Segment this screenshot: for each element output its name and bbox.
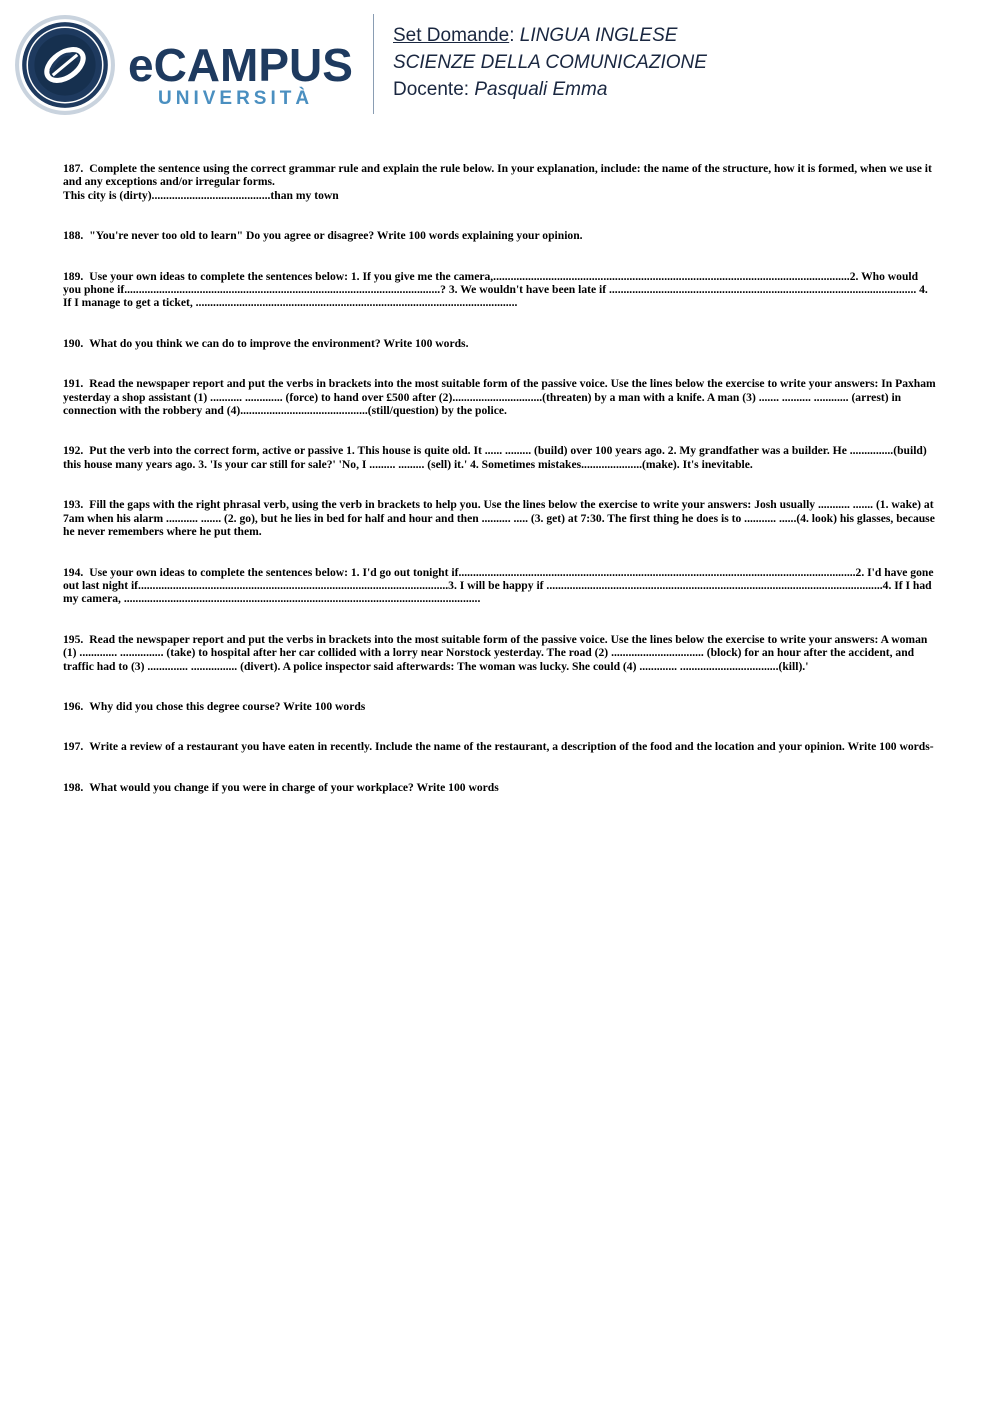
ecampus-logo (128, 38, 358, 118)
course-line (393, 49, 707, 76)
question-193: 193. Fill the gaps with the right phrasal verb, using the verb in brackets to help you. Use the lines below the exercise to write your answers: Josh usually ........... ....... (1. wake) at 7am when his alarm ........... ....... (2. go), but he lies in bed for half and hour and then .......... ..... (3. get) at 7:30. The first thing he does is to ........... ......(4. look) his glasses, because he never remembers where he put them. (63, 498, 935, 539)
teacher-label: Docente: (393, 79, 470, 100)
header-info (393, 22, 707, 103)
question-198: 198. What would you change if you were in charge of your workplace? Write 100 words (63, 780, 499, 794)
question-194: 194. Use your own ideas to complete the sentences below: 1. I'd go out tonight if.........................................................................................................................................2. I'd have gone out last night if...........................................................................................................3. I will be happy if ....................................................................................................................4. If I had my camera, ........................................................................................................................... (63, 565, 934, 606)
logo-subtext: UNIVERSITÀ (158, 88, 314, 109)
question-197: 197. Write a review of a restaurant you have eaten in recently. Include the name of the restaurant, a description of the food and the location and your opinion. Write 100 words- (63, 740, 934, 754)
logo-wordmark: eCAMPUS (128, 39, 353, 91)
question-190: 190. What do you think we can do to improve the environment? Write 100 words. (63, 336, 469, 350)
teacher-name: Pasquali Emma (474, 79, 608, 100)
course-name: SCIENZE DELLA COMUNICAZIONE (393, 52, 707, 73)
question-list (63, 162, 938, 794)
set-line (393, 22, 707, 49)
question-187-sentence: This city is (dirty).........................................than my town (63, 188, 339, 202)
question-191: 191. Read the newspaper report and put the verbs in brackets into the most suitable form of the passive voice. Use the lines below the exercise to write your answers: In Paxham yesterday a shop assistant (1) ........... ............. (force) to hand over £500 after (2)...............................(threaten) by a man with a knife. A man (3) ....... .......... ............ (arrest) in connection with the robbery and (4)............................................(still/question) by the police. (63, 377, 936, 418)
question-195: 195. Read the newspaper report and put the verbs in brackets into the most suitable form of the passive voice. Use the lines below the exercise to write your answers: A woman (1) ............. ............... (take) to hospital after her car collided with a lorry near Norstock yesterday. The road (2) ................................ (block) for an hour after the accident, and traffic had to (3) .............. ................ (divert). A police inspector said afterwards: The woman was lucky. She could (4) ............. ..................................(kill).' (63, 632, 928, 673)
university-seal-icon (14, 14, 116, 116)
question-192: 192. Put the verb into the correct form, active or passive 1. This house is quite old. It ...... ......... (build) over 100 years ago. 2. My grandfather was a builder. He ...............(build) this house many years ago. 3. 'Is your car still for sale?' 'No, I ......... ......... (sell) it.' 4. Sometimes mistakes.....................(make). It's inevitable. (63, 444, 927, 471)
header-divider (373, 14, 374, 114)
question-187: 187. Complete the sentence using the correct grammar rule and explain the rule below. In your explanation, include: the name of the structure, how it is formed, when we use it and any exceptions and/or irregular forms. This city is (dirty).........................................than my town (63, 162, 932, 202)
page-header (0, 0, 1000, 130)
teacher-line (393, 76, 707, 103)
question-188: 188. "You're never too old to learn" Do you agree or disagree? Write 100 words explaining your opinion. (63, 229, 583, 243)
set-label: Set Domande (393, 25, 510, 46)
set-value: LINGUA INGLESE (519, 25, 678, 46)
question-189: 189. Use your own ideas to complete the sentences below: 1. If you give me the camera,...........................................................................................................................2. Who would you phone if.............................................................................................................? 3. We wouldn't have been late if .......................................................................................................... 4. If I manage to get a ticket, ............................................................................................................... (63, 269, 928, 310)
question-196: 196. Why did you chose this degree course? Write 100 words (63, 699, 366, 713)
set-separator: : (509, 25, 515, 46)
